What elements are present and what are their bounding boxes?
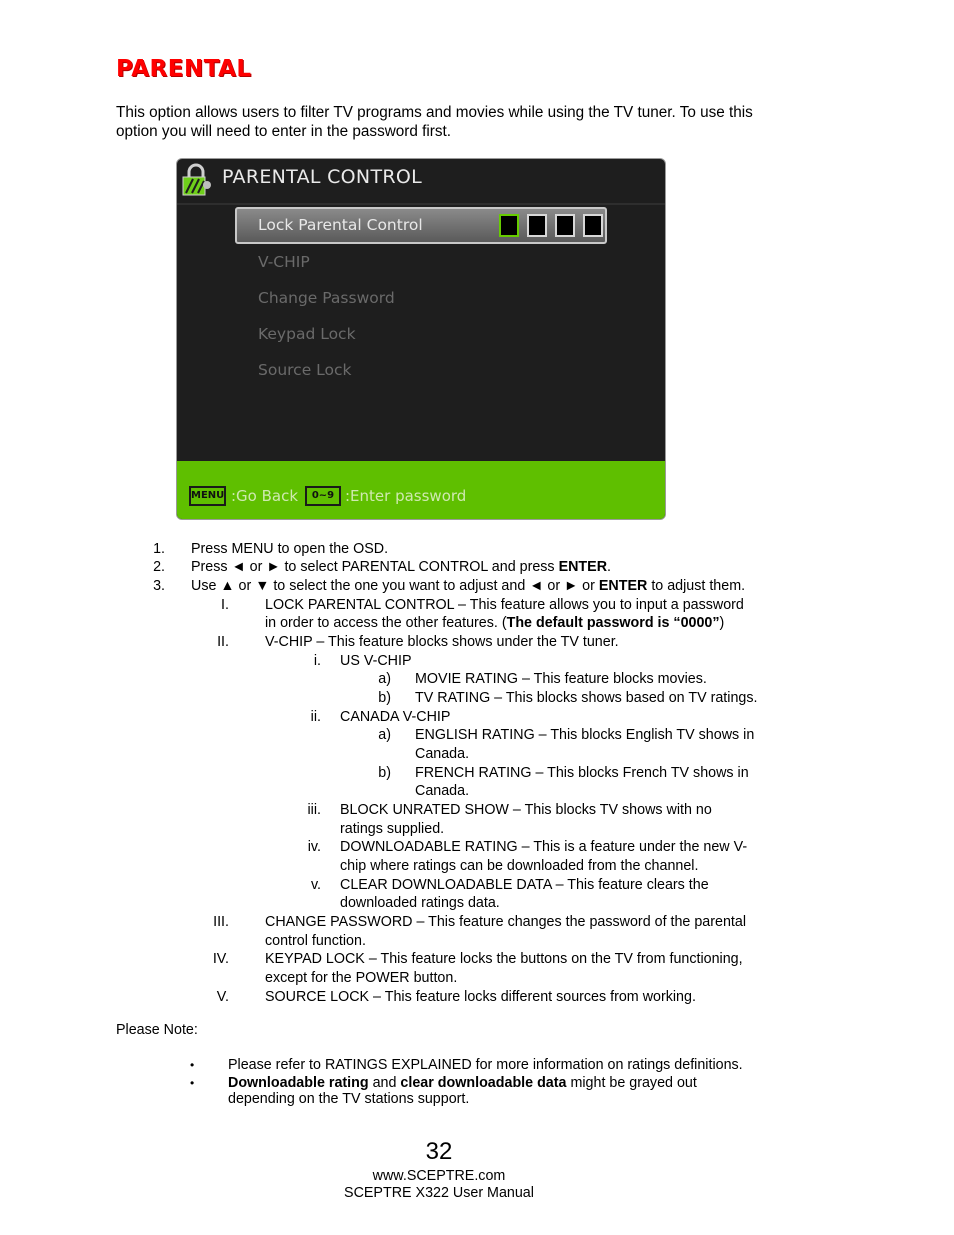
parental-control-osd (176, 158, 666, 520)
step-text: Press MENU to open the OSD. (191, 541, 389, 557)
osd-item-v-chip[interactable]: V-CHIP (258, 253, 310, 271)
page-heading: PARENTAL (116, 56, 252, 82)
footer-go-back-label: :Go Back (231, 487, 299, 505)
sub-text: CLEAR DOWNLOADABLE DATA – This feature clears the (340, 877, 709, 893)
step-text-part: to adjust them. (647, 578, 746, 594)
password-digit-box[interactable] (499, 214, 519, 237)
letter-text: Canada. (415, 783, 470, 799)
step-text (191, 558, 611, 576)
sub-number: iii. (307, 802, 321, 818)
letter-number: a) (378, 671, 391, 687)
osd-item-keypad-lock[interactable]: Keypad Lock (258, 325, 356, 343)
letter-text: TV RATING – This blocks shows based on TV ratings. (415, 690, 758, 706)
osd-title: PARENTAL CONTROL (222, 166, 422, 188)
roman-number: II. (217, 634, 229, 650)
item-text: SOURCE LOCK – This feature locks different sources from working. (265, 989, 696, 1005)
footer-website: www.SCEPTRE.com (372, 1168, 506, 1184)
password-digit-box[interactable] (527, 214, 547, 237)
letter-number: b) (378, 765, 391, 781)
note-bullet-text: depending on the TV stations support. (228, 1091, 470, 1107)
osd-item-source-lock[interactable]: Source Lock (258, 361, 352, 379)
note-bold: clear downloadable data (400, 1075, 567, 1091)
sub-number: iv. (307, 839, 321, 855)
sub-text: BLOCK UNRATED SHOW – This blocks TV shows with no (340, 802, 712, 818)
default-password-note: The default password is “0000” (506, 615, 720, 631)
step-number: 2. (153, 559, 165, 575)
step-number: 3. (153, 578, 165, 594)
item-text: except for the POWER button. (265, 970, 458, 986)
number-key-icon: 0~9 (305, 486, 341, 506)
item-text (265, 614, 724, 632)
item-text: KEYPAD LOCK – This feature locks the buttons on the TV from functioning, (265, 951, 743, 967)
password-digit-box[interactable] (583, 214, 603, 237)
sub-number: v. (310, 877, 321, 893)
item-text: CHANGE PASSWORD – This feature changes the password of the parental (265, 914, 747, 930)
bullet-icon: • (190, 1076, 195, 1090)
osd-item-change-password[interactable]: Change Password (258, 289, 395, 307)
note-text-part: and (368, 1075, 401, 1091)
letter-text: MOVIE RATING – This feature blocks movies. (415, 671, 707, 687)
menu-key-icon: MENU (189, 486, 226, 506)
item-text: V-CHIP – This feature blocks shows under the TV tuner. (265, 634, 619, 650)
footer-manual-title: SCEPTRE X322 User Manual (344, 1185, 534, 1201)
sub-text: US V-CHIP (340, 653, 412, 669)
item-text-part: in order to access the other features. ( (265, 615, 507, 631)
letter-number: a) (378, 727, 391, 743)
sub-number: i. (313, 653, 321, 669)
letter-text: Canada. (415, 746, 470, 762)
lock-icon (181, 163, 215, 197)
note-bold: Downloadable rating (228, 1075, 369, 1091)
osd-divider (177, 203, 666, 205)
step-text (191, 577, 745, 595)
step-number: 1. (153, 541, 165, 557)
sub-text: DOWNLOADABLE RATING – This is a feature under the new V- (340, 839, 748, 855)
bullet-icon: • (190, 1058, 195, 1072)
roman-number: IV. (212, 951, 229, 967)
osd-item-lock-parental-control[interactable]: Lock Parental Control (258, 216, 423, 234)
letter-text: ENGLISH RATING – This blocks English TV shows in (415, 727, 755, 743)
step-text-part: Use ▲ or ▼ to select the one you want to adjust and ◄ or ► or (191, 578, 599, 594)
roman-number: V. (216, 989, 229, 1005)
sub-number: ii. (310, 709, 321, 725)
roman-number: I. (221, 597, 229, 613)
note-text-part: might be grayed out (566, 1075, 697, 1091)
note-bullet-text: Please refer to RATINGS EXPLAINED for more information on ratings definitions. (228, 1057, 743, 1073)
intro-paragraph: This option allows users to filter TV programs and movies while using the TV tuner. To use this option you will need to enter in the password first. (116, 104, 753, 140)
roman-number: III. (213, 914, 229, 930)
step-text-bold: ENTER (558, 559, 608, 575)
letter-number: b) (378, 690, 391, 706)
sub-text: CANADA V-CHIP (340, 709, 451, 725)
page-number: 32 (425, 1138, 453, 1165)
footer-enter-password-label: :Enter password (345, 487, 467, 505)
item-text: control function. (265, 933, 366, 949)
sub-text: chip where ratings can be downloaded from the channel. (340, 858, 699, 874)
item-text-part: ) (719, 615, 725, 631)
step-text-part: Press ◄ or ► to select PARENTAL CONTROL and press (191, 559, 559, 575)
step-text-bold: ENTER (598, 578, 648, 594)
osd-footer (177, 461, 666, 520)
item-text: LOCK PARENTAL CONTROL – This feature allows you to input a password (265, 597, 744, 613)
note-label: Please Note: (116, 1022, 198, 1038)
password-digit-box[interactable] (555, 214, 575, 237)
sub-text: ratings supplied. (340, 821, 445, 837)
step-text-part: . (607, 559, 612, 575)
letter-text: FRENCH RATING – This blocks French TV shows in (415, 765, 749, 781)
sub-text: downloaded ratings data. (340, 895, 500, 911)
